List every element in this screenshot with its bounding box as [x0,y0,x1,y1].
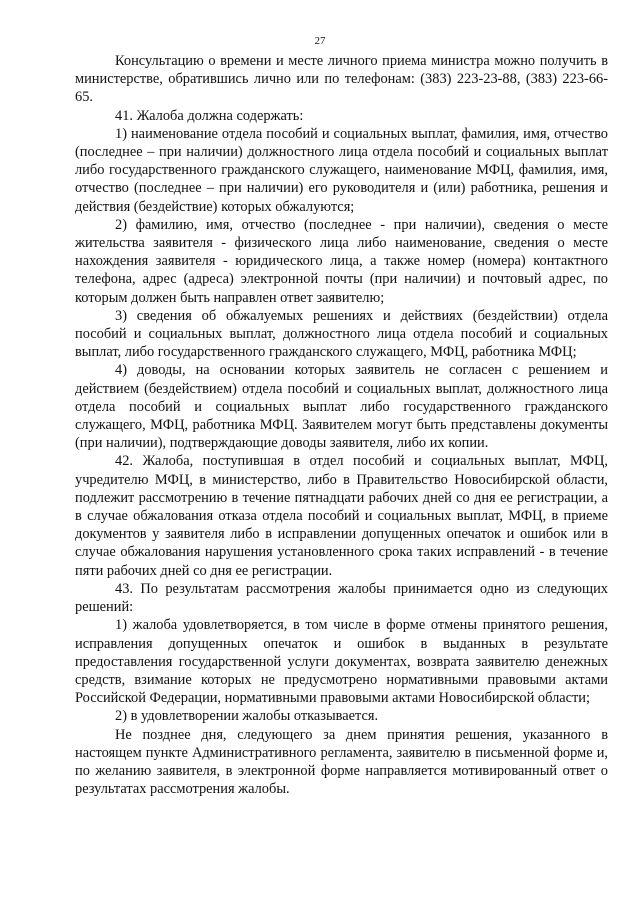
paragraph-42: 42. Жалоба, поступившая в отдел пособий и социальных выплат, МФЦ, учредителю МФЦ, в министерство, либо в Правительство Новосибирской области, подлежит рассмотрению в течение пятнадцати рабочих дней со дня ее регистрации, а в случае обжалования отказа отдела пособий и социальных выплат, МФЦ, в приеме документов у заявителя либо в исправлении допущенных опечаток и ошибок или в случае обжалования нарушения установленного срока таких исправлений - в течение пяти рабочих дней со дня ее регистрации. [75,453,608,579]
paragraph-43-item-1: 1) жалоба удовлетворяется, в том числе в форме отмены принятого решения, исправления допущенных опечаток и ошибок в выданных в результате предоставления государственной услуги документах, возврата заявителю денежных средств, взимание которых не предусмотрено нормативными правовыми актами Российской Федерации, нормативными правовыми актами Новосибирской области; [75,617,608,707]
page-number: 27 [314,35,326,47]
paragraph-final: Не позднее дня, следующего за днем принятия решения, указанного в настоящем пункте Административного регламента, заявителю в письменной форме и, по желанию заявителя, в электронной форме направляется мотивированный ответ о результатах рассмотрения жалобы. [75,726,608,798]
document-body [75,52,608,798]
paragraph-41-heading: 41. Жалоба должна содержать: [115,107,304,124]
paragraph-43-item-2: 2) в удовлетворении жалобы отказывается. [115,708,379,725]
paragraph-41-item-1: 1) наименование отдела пособий и социальных выплат, фамилия, имя, отчество (последнее – при наличии) должностного лица отдела пособий и социальных выплат либо государственного гражданского служащего, наименование МФЦ, фамилия, имя, отчество (последнее – при наличии) его руководителя и (или) работника, решения и действия (бездействие) которых обжалуются; [75,125,608,215]
paragraph-41-item-2: 2) фамилию, имя, отчество (последнее - при наличии), сведения о месте жительства заявителя - физического лица либо наименование, сведения о месте нахождения заявителя - юридического лица, а также номер (номера) контактного телефона, адрес (адреса) электронной почты (при наличии) и почтовый адрес, по которым должен быть направлен ответ заявителю; [75,216,608,306]
paragraph-41-item-3: 3) сведения об обжалуемых решениях и действиях (бездействии) отдела пособий и социальных выплат, должностного лица отдела пособий и социальных выплат, либо государственного гражданского служащего, МФЦ, работника МФЦ; [75,307,608,361]
paragraph-41-item-4: 4) доводы, на основании которых заявитель не согласен с решением и действием (бездействием) отдела пособий и социальных выплат, должностного лица отдела пособий и социальных выплат либо государственного гражданского служащего, МФЦ, работника МФЦ. Заявителем могут быть представлены документы (при наличии), подтверждающие доводы заявителя, либо их копии. [75,362,608,452]
paragraph-43-heading: 43. По результатам рассмотрения жалобы принимается одно из следующих решений: [75,580,608,616]
paragraph-consultation: Консультацию о времени и месте личного приема министра можно получить в министерстве, обратившись лично или по телефонам: (383) 223-23-88, (383) 223-66-65. [75,53,608,106]
